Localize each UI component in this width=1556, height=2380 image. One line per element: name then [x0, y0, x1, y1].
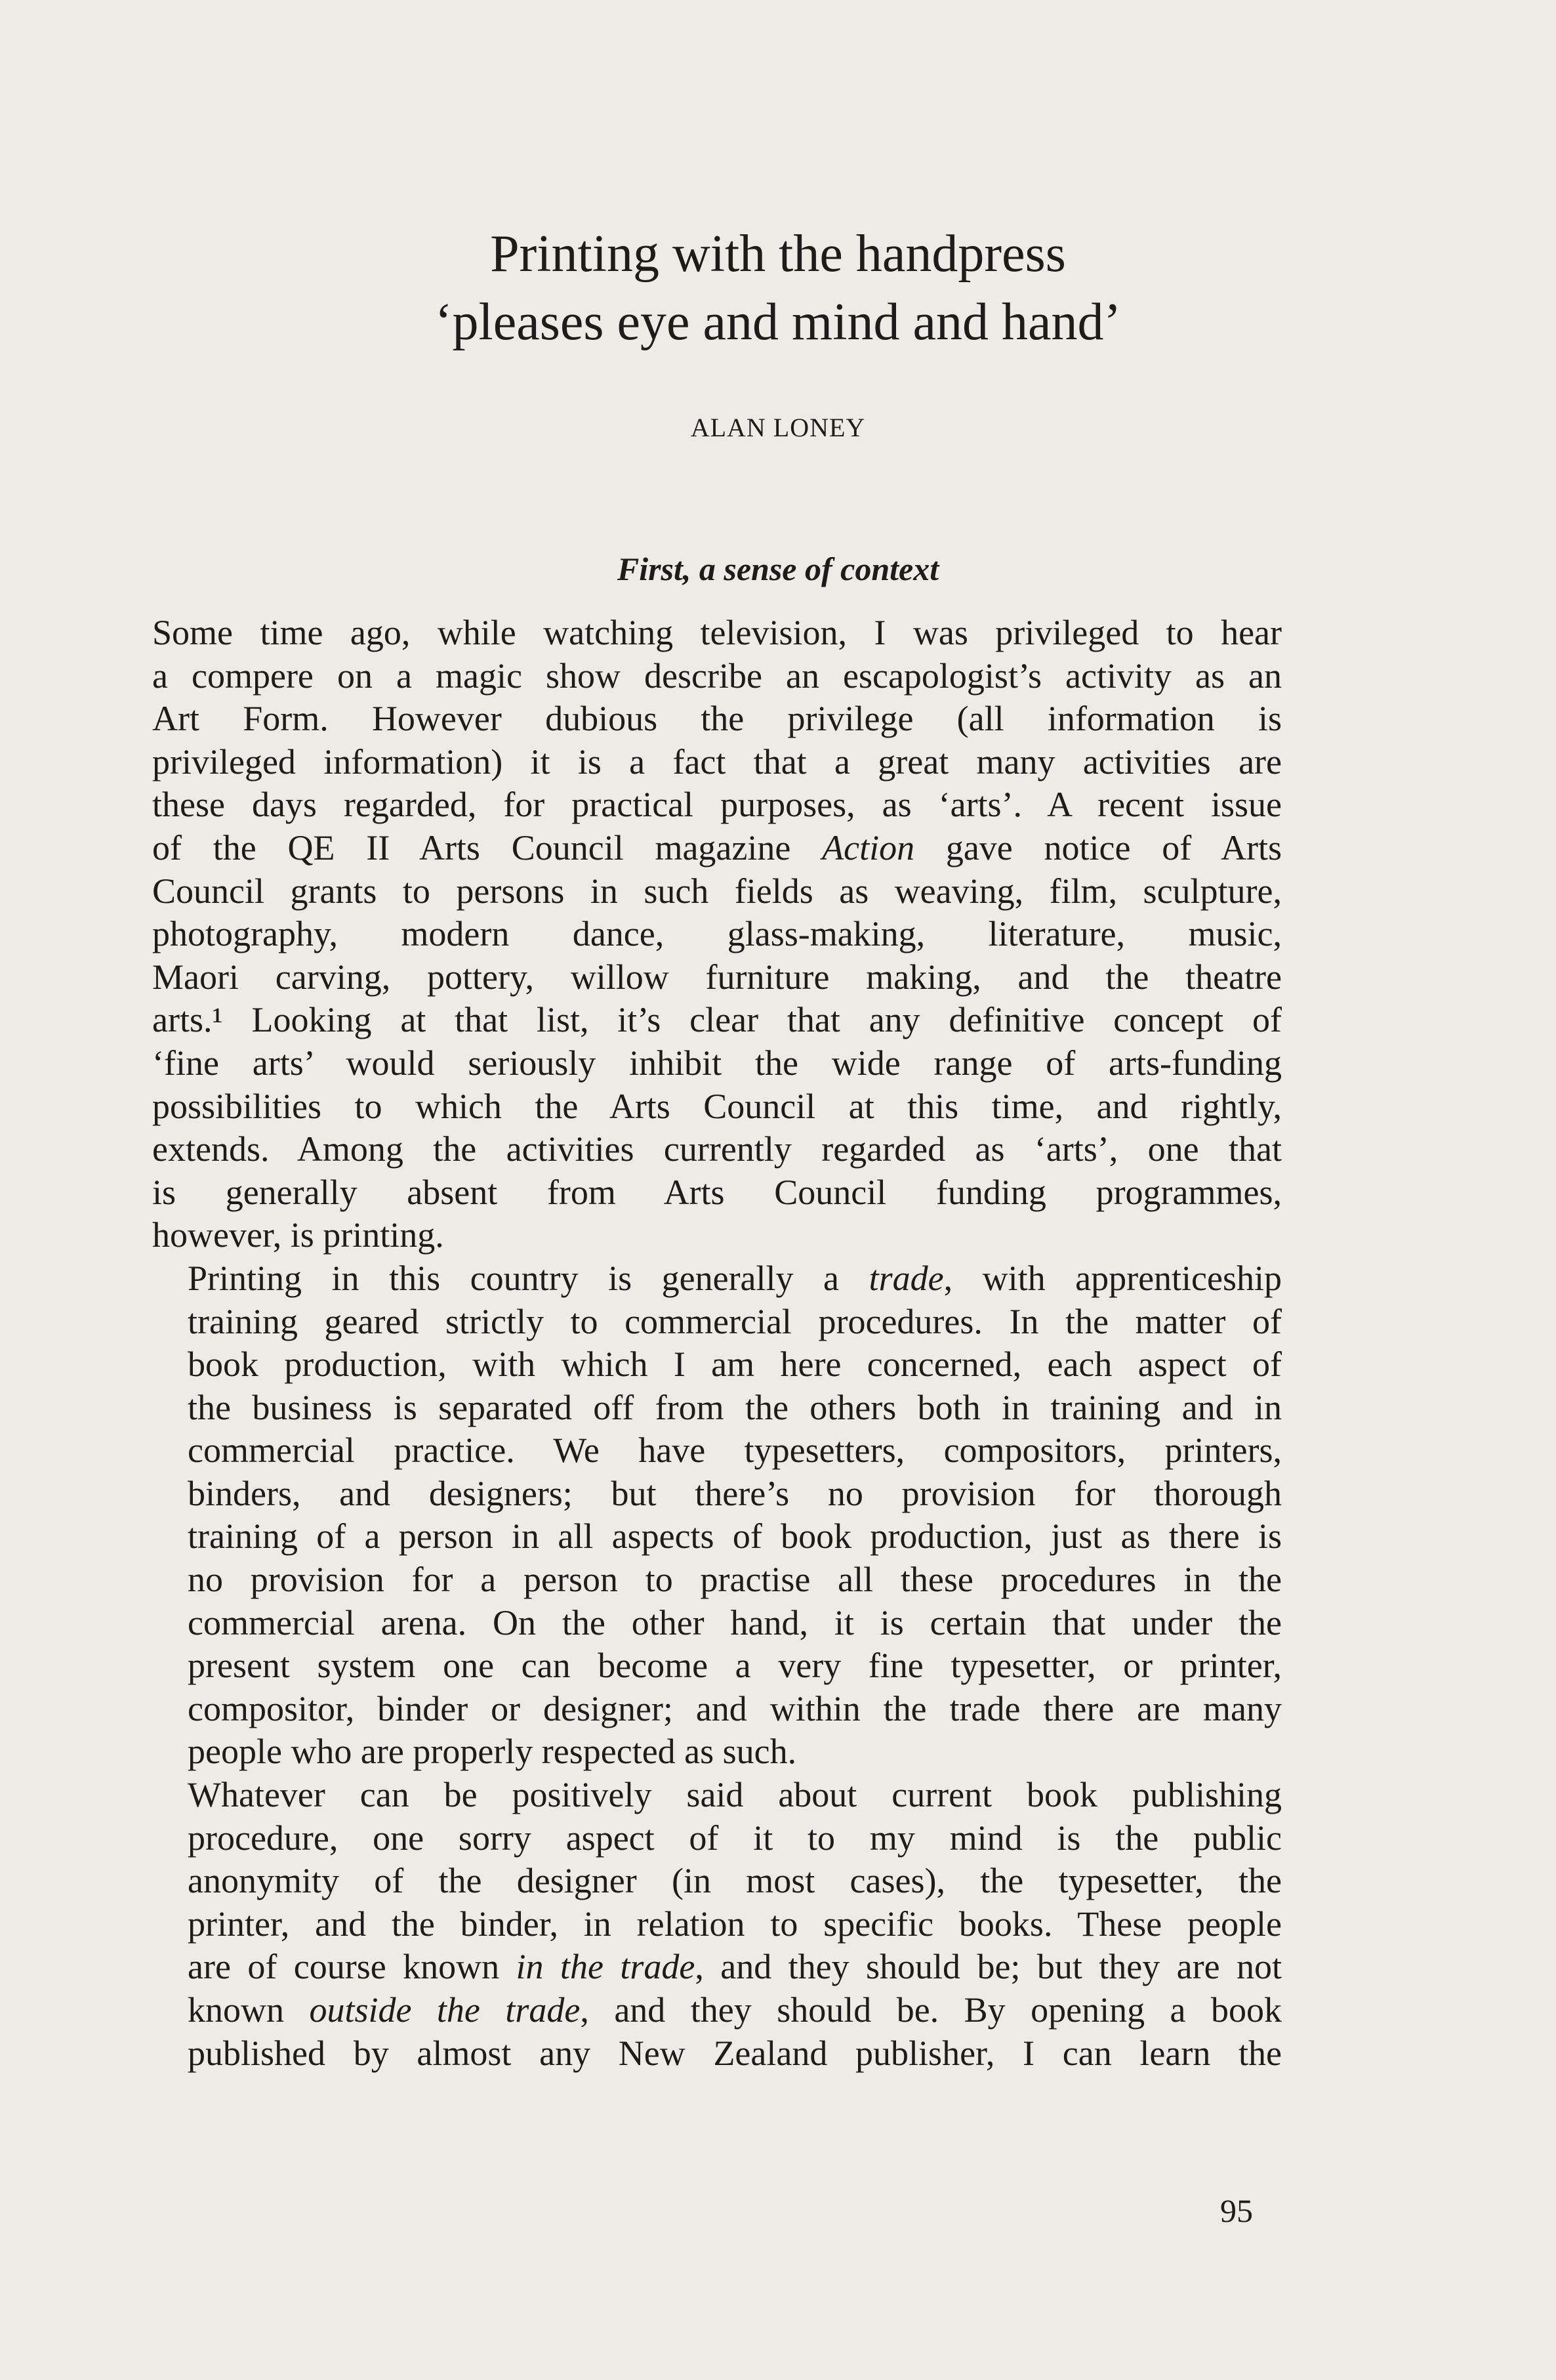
- body-line: Art Form. However dubious the privilege (all information is: [152, 699, 1282, 739]
- body-line: of the QE II Arts Council magazine Action gave notice of Arts: [152, 827, 1282, 867]
- body-line: Maori carving, pottery, willow furniture making, and the theatre: [152, 957, 1282, 997]
- page-number: 95: [1220, 2192, 1253, 2229]
- paragraph-1: [152, 612, 1282, 1257]
- body-line: arts.¹ Looking at that list, it’s clear that any definitive concept of: [152, 1000, 1282, 1040]
- body-line: book production, with which I am here concerned, each aspect of: [188, 1345, 1282, 1385]
- body-line: Printing in this country is generally a trade, with apprenticeship: [188, 1258, 1282, 1298]
- body-line: training of a person in all aspects of book production, just as there is: [188, 1516, 1282, 1556]
- body-line: published by almost any New Zealand publisher, I can learn the: [188, 2033, 1282, 2073]
- body-line: anonymity of the designer (in most cases), the typesetter, the: [188, 1861, 1282, 1901]
- article-title: [0, 220, 1556, 356]
- body-line: is generally absent from Arts Council funding programmes,: [152, 1172, 1282, 1212]
- paragraph-3: [152, 1774, 1282, 2075]
- body-line: Whatever can be positively said about current book publishing: [188, 1775, 1282, 1815]
- body-line: photography, modern dance, glass-making, literature, music,: [152, 914, 1282, 954]
- body-line: people who are properly respected as such.: [188, 1732, 797, 1772]
- body-line: privileged information) it is a fact that a great many activities are: [152, 741, 1282, 782]
- article-title-line-1: Printing with the handpress: [490, 225, 1066, 283]
- body-line: commercial arena. On the other hand, it is certain that under the: [188, 1602, 1282, 1642]
- body-line: extends. Among the activities currently regarded as ‘arts’, one that: [152, 1129, 1282, 1169]
- body-line: a compere on a magic show describe an escapologist’s activity as an: [152, 656, 1282, 696]
- body-line: ‘fine arts’ would seriously inhibit the wide range of arts-funding: [152, 1043, 1282, 1083]
- article-body: [152, 612, 1282, 2075]
- body-line: commercial practice. We have typesetters, compositors, printers,: [188, 1430, 1282, 1471]
- body-line: printer, and the binder, in relation to specific books. These people: [188, 1904, 1282, 1944]
- body-line: procedure, one sorry aspect of it to my mind is the public: [188, 1818, 1282, 1858]
- body-line: the business is separated off from the others both in training and in: [188, 1387, 1282, 1427]
- body-line: Council grants to persons in such fields as weaving, film, sculpture,: [152, 871, 1282, 911]
- body-line: are of course known in the trade, and they should be; but they are not: [188, 1947, 1282, 1987]
- body-line: known outside the trade, and they should be. By opening a book: [188, 1990, 1282, 2030]
- body-line: training geared strictly to commercial procedures. In the matter of: [188, 1301, 1282, 1341]
- body-line: however, is printing.: [152, 1215, 444, 1255]
- body-line: Some time ago, while watching television, I was privileged to hear: [152, 613, 1282, 652]
- body-line: present system one can become a very fine typesetter, or printer,: [188, 1646, 1282, 1686]
- author-byline: ALAN LONEY: [690, 413, 866, 442]
- section-heading: First, a sense of context: [617, 551, 939, 587]
- body-line: binders, and designers; but there’s no provision for thorough: [188, 1473, 1282, 1513]
- article-title-line-2: ‘pleases eye and mind and hand’: [434, 293, 1122, 351]
- body-line: possibilities to which the Arts Council at this time, and rightly,: [152, 1086, 1282, 1126]
- paragraph-2: [152, 1257, 1282, 1774]
- body-line: no provision for a person to practise all these procedures in the: [188, 1560, 1282, 1600]
- body-line: compositor, binder or designer; and within the trade there are many: [188, 1688, 1282, 1728]
- body-line: these days regarded, for practical purposes, as ‘arts’. A recent issue: [152, 785, 1282, 825]
